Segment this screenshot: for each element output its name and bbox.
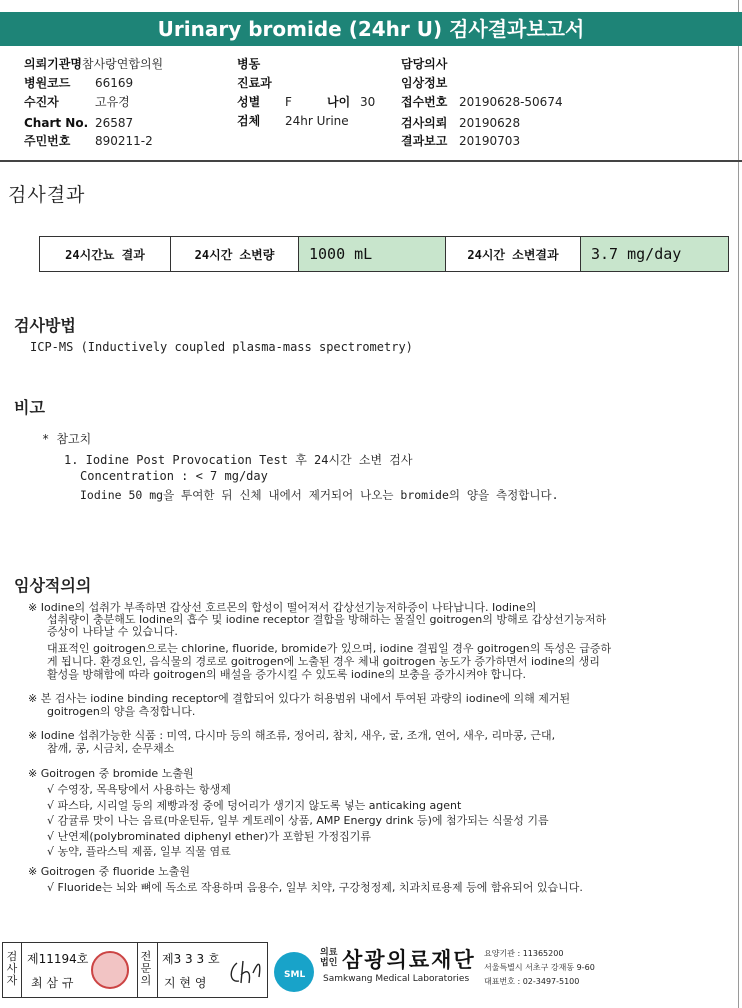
sex-value: F bbox=[285, 95, 292, 109]
specialist-label: 전문의 bbox=[140, 950, 152, 987]
report-title: Urinary bromide (24hr U) 검사결과보고서 bbox=[0, 12, 742, 46]
sig-divider bbox=[137, 943, 138, 997]
signature-box bbox=[2, 942, 268, 998]
clinical-p4-bullet5: √ 농약, 플라스틱 제품, 일부 직물 염료 bbox=[47, 845, 231, 858]
result-value: 3.7 mg/day bbox=[581, 237, 728, 271]
clinical-p2-line1: ※ 본 검사는 iodine binding receptor에 결합되어 있다가 허용범위 내에서 투여된 과량의 iodine에 의해 제거된 bbox=[28, 692, 571, 705]
result-col-result-label: 24시간 소변결과 bbox=[446, 237, 581, 271]
clinical-p2-line2: goitrogen의 양을 측정합니다. bbox=[47, 705, 196, 718]
clinical-p5-bullet1: √ Fluoride는 뇌와 뼈에 독소로 작용하며 음용수, 일부 치약, 구강청정제, 치과치료용제 등에 함유되어 있습니다. bbox=[47, 881, 583, 894]
ward-label: 병동 bbox=[237, 57, 261, 71]
patient-value: 고유경 bbox=[95, 95, 130, 109]
clinical-p1-line2: 섭취량이 충분해도 Iodine의 흡수 및 iodine receptor 결합을 방해하는 물질인 goitrogen의 방해로 갑상선기능저하 bbox=[47, 613, 607, 626]
org-prefix: 의료법인 bbox=[320, 948, 338, 968]
header-divider bbox=[0, 160, 742, 162]
request-label: 검사의뢰 bbox=[401, 116, 448, 130]
org-english-name: Samkwang Medical Laboratories bbox=[323, 974, 470, 984]
hospital-code-label: 병원코드 bbox=[24, 76, 71, 90]
sml-logo-text: SML bbox=[284, 970, 306, 980]
signature-scribble bbox=[225, 955, 263, 989]
reference-line-2: Concentration : < 7 mg/day bbox=[80, 469, 268, 483]
result-table bbox=[39, 236, 729, 272]
clinical-p3-line2: 참깨, 콩, 시금치, 순무채소 bbox=[47, 742, 175, 755]
tester-name: 최 삼 규 bbox=[31, 976, 74, 990]
chart-label: Chart No. bbox=[24, 116, 89, 130]
reference-line-1: 1. Iodine Post Provocation Test 후 24시간 소변 검사 bbox=[64, 453, 413, 467]
clinical-p4-bullet1: √ 수영장, 목욕탕에서 사용하는 항생제 bbox=[47, 783, 231, 796]
report-footer bbox=[2, 942, 740, 1000]
specimen-label: 검체 bbox=[237, 114, 261, 128]
clinical-p1-line4: 대표적인 goitrogen으로는 chlorine, fluoride, bromide가 있으며, iodine 결핍일 경우 goitrogen의 독성은 급증하 bbox=[47, 642, 612, 655]
result-volume-value: 1000 mL bbox=[299, 237, 446, 271]
clinical-p4-bullet4: √ 난연제(polybrominated diphenyl ether)가 포함된 가정집기류 bbox=[47, 830, 372, 843]
sex-label: 성별 bbox=[237, 95, 261, 109]
clinical-p1-line3: 증상이 나타날 수 있습니다. bbox=[47, 625, 178, 638]
result-col-volume-label: 24시간 소변량 bbox=[171, 237, 299, 271]
patient-label: 수진자 bbox=[24, 95, 59, 109]
org-institution-code: 요양기관 : 11365200 bbox=[484, 949, 564, 958]
org-name: 삼광의료재단 bbox=[342, 948, 476, 972]
clinical-heading: 임상적의의 bbox=[14, 576, 92, 595]
receipt-label: 접수번호 bbox=[401, 95, 448, 109]
org-address: 서울특별시 서초구 강재동 9-60 bbox=[484, 963, 595, 972]
report-date-label: 결과보고 bbox=[401, 134, 448, 148]
results-heading: 검사결과 bbox=[8, 184, 86, 206]
method-text: ICP-MS (Inductively coupled plasma-mass spectrometry) bbox=[30, 340, 413, 354]
reference-line-3: Iodine 50 mg을 투여한 뒤 신체 내에서 제거되어 나오는 bromide의 양을 측정합니다. bbox=[80, 488, 559, 502]
org-phone: 대표번호 : 02-3497-5100 bbox=[484, 977, 580, 986]
clinical-p1-line6: 활성을 방해함에 따라 goitrogen의 배설을 증가시킬 수 있도록 iodine의 보충을 증가시켜야 합니다. bbox=[47, 668, 526, 681]
tester-license: 제11194호 bbox=[27, 952, 89, 966]
reference-title: * 참고치 bbox=[42, 432, 92, 446]
tester-label: 검사자 bbox=[6, 950, 18, 987]
clinical-p1-line1: ※ Iodine의 섭취가 부족하면 갑상선 호르몬의 합성이 떨어져서 갑상선기능저하증이 나타납니다. Iodine의 bbox=[28, 601, 537, 614]
clinical-p4-bullet3: √ 감귤류 맛이 나는 음료(마운틴듀, 일부 게토레이 상품, AMP Energy drink 등)에 첨가되는 식물성 기름 bbox=[47, 814, 549, 827]
specialist-name: 지 현 영 bbox=[164, 976, 207, 990]
doctor-label: 담당의사 bbox=[401, 57, 448, 71]
age-value: 30 bbox=[360, 95, 376, 109]
remarks-heading: 비고 bbox=[14, 398, 45, 417]
institution-label: 의뢰기관명 bbox=[24, 57, 82, 71]
institution-value: 참사랑연합의원 bbox=[82, 57, 164, 71]
specialist-license: 제3 3 3 호 bbox=[162, 952, 220, 966]
clinical-p5-heading: ※ Goitrogen 중 fluoride 노출원 bbox=[28, 865, 191, 878]
age-label: 나이 bbox=[327, 95, 351, 109]
clinical-p4-bullet2: √ 파스타, 시리얼 등의 제빵과정 중에 덩어리가 생기지 않도록 넣는 anticaking agent bbox=[47, 799, 462, 812]
result-col-24h: 24시간뇨 결과 bbox=[40, 237, 171, 271]
clinical-p1-line5: 게 됩니다. 환경요인, 음식물의 경로로 goitrogen에 노출된 경우 체내 goitrogen 농도가 증가하면서 iodine의 생리 bbox=[47, 655, 600, 668]
hospital-code-value: 66169 bbox=[95, 76, 134, 90]
receipt-value: 20190628-50674 bbox=[459, 95, 563, 109]
resident-value: 890211-2 bbox=[95, 134, 153, 148]
dept-label: 진료과 bbox=[237, 76, 272, 90]
tester-seal bbox=[91, 951, 129, 989]
clinical-p4-heading: ※ Goitrogen 중 bromide 노출원 bbox=[28, 767, 194, 780]
chart-value: 26587 bbox=[95, 116, 134, 130]
resident-label: 주민번호 bbox=[24, 134, 71, 148]
clinical-info-label: 임상정보 bbox=[401, 76, 448, 90]
clinical-p3-line1: ※ Iodine 섭취가능한 식품 : 미역, 다시마 등의 해조류, 정어리, 참치, 새우, 굴, 조개, 연어, 새우, 리마콩, 근대, bbox=[28, 729, 556, 742]
sig-divider bbox=[157, 943, 158, 997]
specimen-value: 24hr Urine bbox=[285, 114, 349, 128]
report-date-value: 20190703 bbox=[459, 134, 521, 148]
request-value: 20190628 bbox=[459, 116, 521, 130]
method-heading: 검사방법 bbox=[14, 316, 76, 335]
sig-divider bbox=[21, 943, 22, 997]
patient-info-block bbox=[0, 56, 742, 156]
